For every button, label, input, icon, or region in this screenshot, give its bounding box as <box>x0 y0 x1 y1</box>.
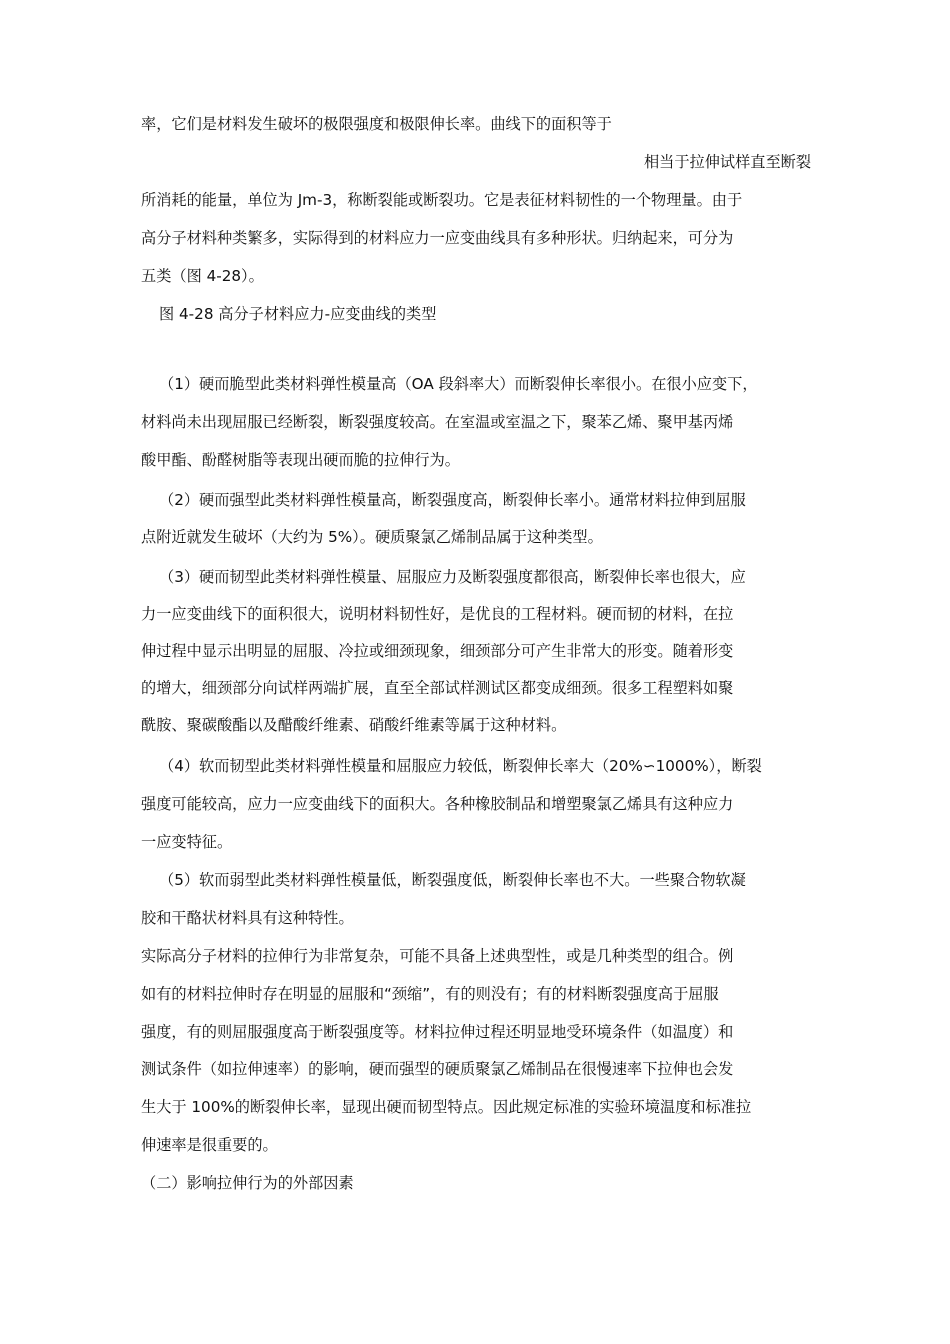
text-line: （3）硬而韧型此类材料弹性模量、屈服应力及断裂强度都很高，断裂伸长率也很大，应 <box>159 568 746 586</box>
text-line: 伸过程中显示出明显的屈服、冷拉或细颈现象，细颈部分可产生非常大的形变。随着形变 <box>141 642 734 660</box>
text-line: 五类（图 4-28）。 <box>141 267 264 285</box>
text-line: 率，它们是材料发生破坏的极限强度和极限伸长率。曲线下的面积等于 <box>141 115 612 133</box>
section-heading: （二）影响拉伸行为的外部因素 <box>141 1174 354 1192</box>
text-line: 生大于 100%的断裂伸长率，显现出硬而韧型特点。因此规定标准的实验环境温度和标准拉 <box>141 1098 752 1116</box>
text-line: 材料尚未出现屈服已经断裂，断裂强度较高。在室温或室温之下，聚苯乙烯、聚甲基丙烯 <box>141 413 734 431</box>
text-line: 强度，有的则屈服强度高于断裂强度等。材料拉伸过程还明显地受环境条件（如温度）和 <box>141 1023 734 1041</box>
text-line: 的增大，细颈部分向试样两端扩展，直至全部试样测试区都变成细颈。很多工程塑料如聚 <box>141 679 734 697</box>
text-line: 实际高分子材料的拉伸行为非常复杂，可能不具备上述典型性，或是几种类型的组合。例 <box>141 947 734 965</box>
text-line: 一应变特征。 <box>141 833 233 851</box>
figure-caption: 图 4-28 高分子材料应力-应变曲线的类型 <box>159 305 437 323</box>
text-line: 酰胺、聚碳酸酯以及醋酸纤维素、硝酸纤维素等属于这种材料。 <box>141 716 567 734</box>
text-line: （4）软而韧型此类材料弹性模量和屈服应力较低，断裂伸长率大（20%∽1000%），断裂 <box>159 757 762 775</box>
text-line: 如有的材料拉伸时存在明显的屈服和“颈缩”，有的则没有；有的材料断裂强度高于屈服 <box>141 985 719 1003</box>
text-line: 点附近就发生破坏（大约为 5%）。硬质聚氯乙烯制品属于这种类型。 <box>141 528 603 546</box>
text-line: （1）硬而脆型此类材料弹性模量高（OA 段斜率大）而断裂伸长率很小。在很小应变下， <box>159 375 758 393</box>
text-line: 相当于拉伸试样直至断裂 <box>643 153 811 171</box>
text-line: 伸速率是很重要的。 <box>141 1136 278 1154</box>
text-line: 胶和干酪状材料具有这种特性。 <box>141 909 354 927</box>
text-line: （2）硬而强型此类材料弹性模量高，断裂强度高，断裂伸长率小。通常材料拉伸到屈服 <box>159 491 746 509</box>
text-line: 所消耗的能量，单位为 Jm-3，称断裂能或断裂功。它是表征材料韧性的一个物理量。由于 <box>141 191 743 209</box>
text-line: 力一应变曲线下的面积很大，说明材料韧性好，是优良的工程材料。硬而韧的材料，在拉 <box>141 605 734 623</box>
text-line: 测试条件（如拉伸速率）的影响，硬而强型的硬质聚氯乙烯制品在很慢速率下拉伸也会发 <box>141 1060 734 1078</box>
text-line: 酸甲酯、酚醛树脂等表现出硬而脆的拉伸行为。 <box>141 451 460 469</box>
text-line: 强度可能较高，应力一应变曲线下的面积大。各种橡胶制品和增塑聚氯乙烯具有这种应力 <box>141 795 734 813</box>
text-line: 高分子材料种类繁多，实际得到的材料应力一应变曲线具有多种形状。归纳起来，可分为 <box>141 229 734 247</box>
text-line: （5）软而弱型此类材料弹性模量低，断裂强度低，断裂伸长率也不大。一些聚合物软凝 <box>159 871 746 889</box>
